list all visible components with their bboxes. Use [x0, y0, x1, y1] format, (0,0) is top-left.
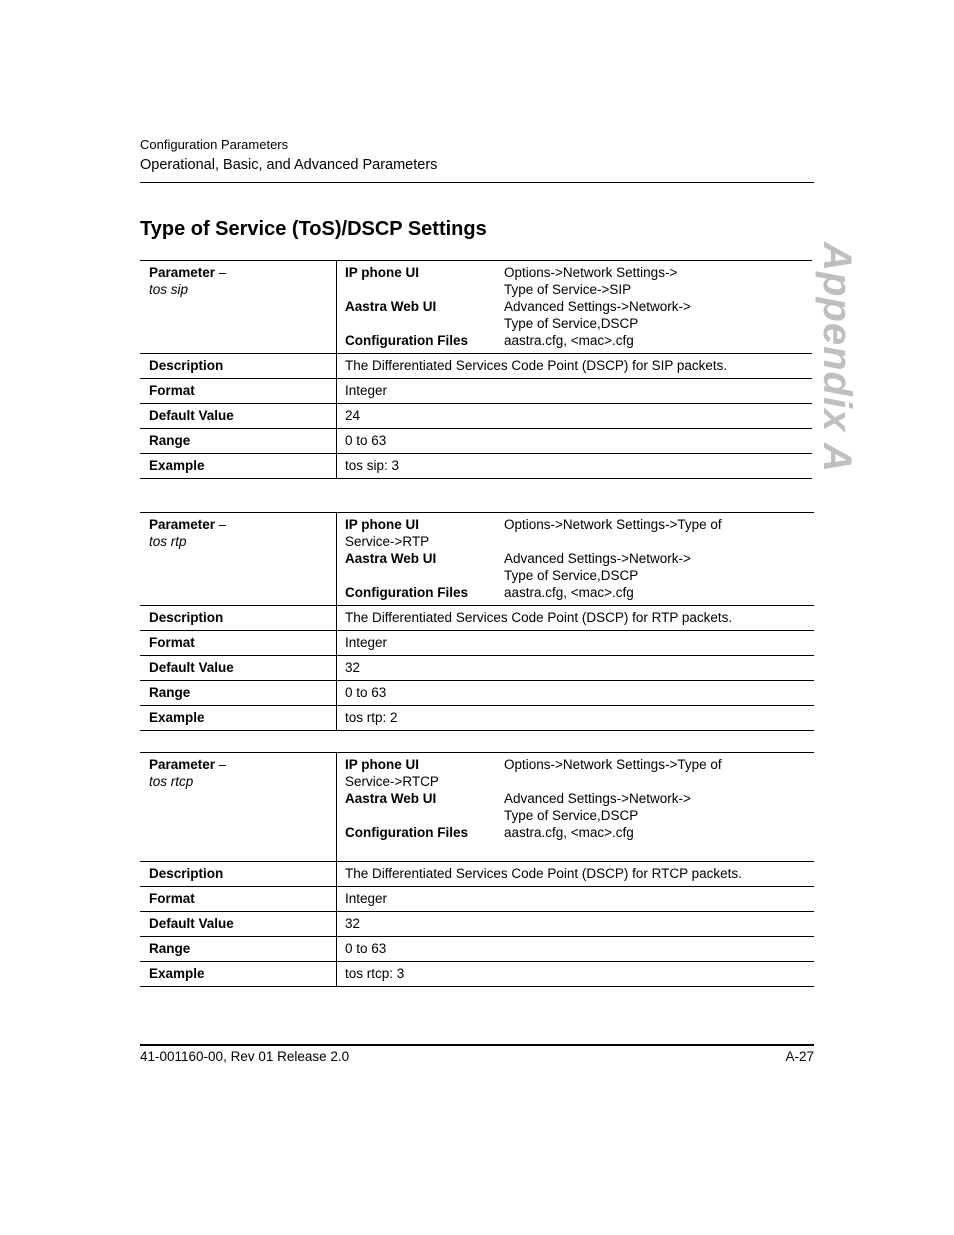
web-ui-label: Aastra Web UI	[345, 791, 437, 806]
table-row	[140, 753, 814, 862]
description-value: The Differentiated Services Code Point (DSCP) for SIP packets.	[337, 354, 813, 379]
table-row	[140, 379, 812, 404]
config-files-label: Configuration Files	[345, 333, 468, 348]
config-files-value: aastra.cfg, <mac>.cfg	[504, 333, 634, 348]
default-value: 24	[337, 404, 813, 429]
row-label: Description	[140, 606, 337, 631]
web-ui-label: Aastra Web UI	[345, 551, 437, 566]
table-row	[140, 962, 814, 987]
table-row	[140, 261, 812, 354]
table-row	[140, 862, 814, 887]
row-label: Default Value	[140, 404, 337, 429]
param-table-tos-rtp	[140, 512, 814, 731]
appendix-side-tab: Appendix A	[814, 242, 859, 473]
table-row	[140, 912, 814, 937]
footer-divider	[140, 1044, 814, 1046]
web-ui-path: Advanced Settings->Network-> Type of Service,DSCP	[504, 299, 691, 331]
ip-phone-ui-path: Options->Network Settings-> Type of Service->SIP	[504, 265, 678, 297]
ip-phone-ui-path-line2: Service->RTCP	[345, 774, 439, 789]
row-label: Example	[140, 962, 337, 987]
row-label: Default Value	[140, 656, 337, 681]
footer-page-number: A-27	[785, 1049, 814, 1064]
row-label: Example	[140, 454, 337, 479]
format-value: Integer	[337, 379, 813, 404]
range-value: 0 to 63	[337, 681, 815, 706]
row-label: Default Value	[140, 912, 337, 937]
row-label: Format	[140, 887, 337, 912]
table-row	[140, 404, 812, 429]
row-label: Description	[140, 354, 337, 379]
config-files-value: aastra.cfg, <mac>.cfg	[504, 825, 634, 840]
range-value: 0 to 63	[337, 937, 815, 962]
param-table-tos-sip	[140, 260, 812, 479]
param-name: tos rtcp	[149, 774, 194, 789]
param-locations-cell	[337, 261, 813, 354]
param-name-cell: Parameter – tos rtcp	[140, 753, 337, 862]
running-header-subsection: Operational, Basic, and Advanced Parameters	[140, 157, 438, 173]
header-divider	[140, 182, 814, 183]
param-table-tos-rtcp	[140, 752, 814, 987]
config-files-label: Configuration Files	[345, 825, 468, 840]
param-name-cell: Parameter – tos sip	[140, 261, 337, 354]
param-locations-cell	[337, 513, 815, 606]
ip-phone-ui-path-line1: Options->Network Settings->Type of	[504, 757, 722, 772]
description-value: The Differentiated Services Code Point (DSCP) for RTCP packets.	[337, 862, 815, 887]
format-value: Integer	[337, 887, 815, 912]
ip-phone-ui-label: IP phone UI	[345, 757, 420, 772]
table-row	[140, 429, 812, 454]
example-value: tos rtp: 2	[337, 706, 815, 731]
row-label: Range	[140, 681, 337, 706]
table-row	[140, 706, 814, 731]
table-row	[140, 937, 814, 962]
row-label: Range	[140, 937, 337, 962]
web-ui-label: Aastra Web UI	[345, 299, 437, 314]
table-row	[140, 606, 814, 631]
ip-phone-ui-label: IP phone UI	[345, 265, 420, 280]
default-value: 32	[337, 912, 815, 937]
row-label: Range	[140, 429, 337, 454]
row-label: Format	[140, 379, 337, 404]
param-name: tos rtp	[149, 534, 187, 549]
web-ui-path: Advanced Settings->Network-> Type of Service,DSCP	[504, 791, 691, 823]
ip-phone-ui-path-line1: Options->Network Settings->Type of	[504, 517, 722, 532]
param-name: tos sip	[149, 282, 189, 297]
web-ui-path: Advanced Settings->Network-> Type of Service,DSCP	[504, 551, 691, 583]
param-locations-cell	[337, 753, 815, 862]
ip-phone-ui-label: IP phone UI	[345, 517, 420, 532]
table-row	[140, 631, 814, 656]
config-files-label: Configuration Files	[345, 585, 468, 600]
table-row	[140, 656, 814, 681]
example-value: tos rtcp: 3	[337, 962, 815, 987]
running-header-section: Configuration Parameters	[140, 137, 289, 152]
example-value: tos sip: 3	[337, 454, 813, 479]
footer-doc-id: 41-001160-00, Rev 01 Release 2.0	[140, 1049, 350, 1064]
param-name-cell: Parameter – tos rtp	[140, 513, 337, 606]
table-row	[140, 454, 812, 479]
format-value: Integer	[337, 631, 815, 656]
range-value: 0 to 63	[337, 429, 813, 454]
ip-phone-ui-path-line2: Service->RTP	[345, 534, 430, 549]
description-value: The Differentiated Services Code Point (DSCP) for RTP packets.	[337, 606, 815, 631]
row-label: Description	[140, 862, 337, 887]
default-value: 32	[337, 656, 815, 681]
row-label: Format	[140, 631, 337, 656]
table-row	[140, 887, 814, 912]
table-row	[140, 681, 814, 706]
row-label: Example	[140, 706, 337, 731]
page-title: Type of Service (ToS)/DSCP Settings	[140, 218, 487, 240]
table-row	[140, 354, 812, 379]
table-row	[140, 513, 814, 606]
config-files-value: aastra.cfg, <mac>.cfg	[504, 585, 634, 600]
